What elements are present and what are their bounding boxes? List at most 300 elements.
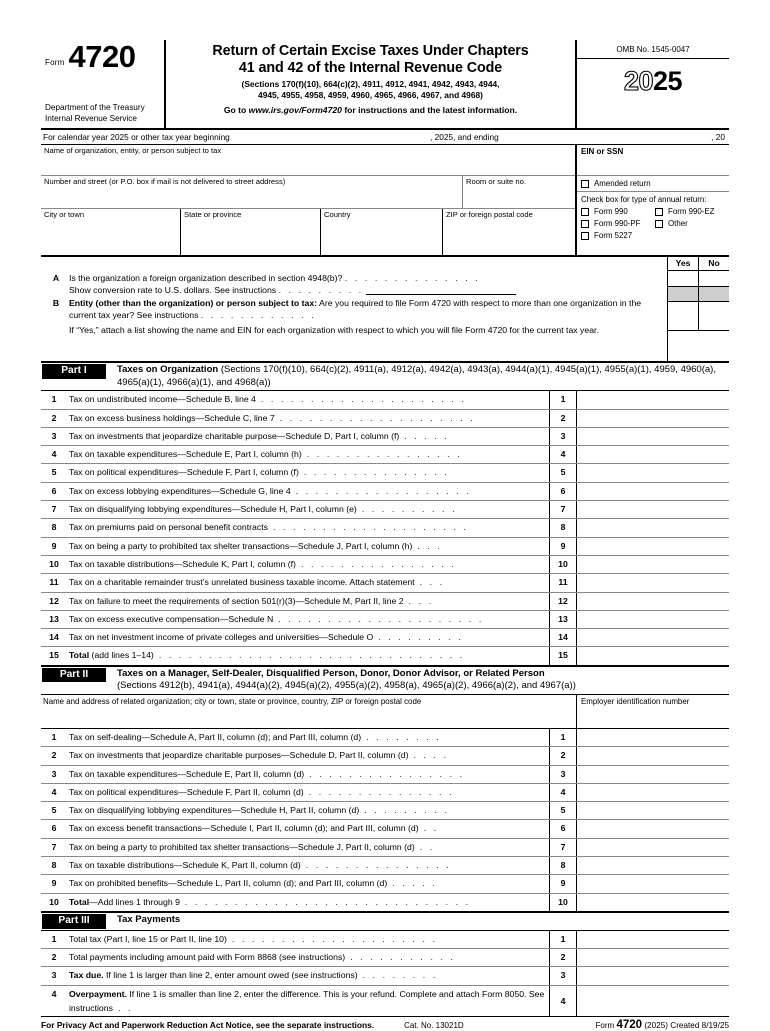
catalog-number: Cat. No. 13021D (404, 1020, 464, 1030)
leader-dots: . . . (403, 595, 434, 606)
leader-dots: . . . . . . . . . . . . . . . . . . . . . (226, 933, 438, 944)
line-number-box: 8 (549, 519, 577, 536)
room-suite-field[interactable] (463, 176, 575, 208)
omb-number: OMB No. 1545-0047 (577, 40, 729, 59)
line-item-row (41, 729, 729, 747)
state-field[interactable] (181, 209, 321, 255)
line-description: Total tax (Part I, line 15 or Part II, line 10) . . . . . . . . . . . . . . . . . . . . . (69, 933, 438, 944)
checkbox-label-form-990-pf: Form 990-PF (594, 219, 641, 228)
line-number: 12 (49, 595, 59, 606)
yes-no-header (667, 257, 729, 270)
part-1-title-bold: Taxes on Organization (117, 364, 219, 375)
form-word-label: Form (45, 58, 65, 68)
line-number-box: 13 (549, 611, 577, 628)
omb-year-block (577, 40, 729, 128)
checkbox-form-990-pf[interactable] (581, 219, 655, 228)
annual-return-type-label: Check box for type of annual return: (581, 195, 707, 204)
amount-input[interactable] (577, 446, 729, 463)
leader-dots: . . . . . . . . . (359, 805, 450, 816)
line-description: Tax on being a party to prohibited tax shelter transactions—Schedule J, Part I, column (h) . . . (69, 540, 443, 551)
line-number: 4 (51, 988, 57, 999)
line-item-row (41, 556, 729, 574)
line-description: Tax on excess benefit transactions—Schedule I, Part II, column (d); and Part III, column (d) . . (69, 823, 439, 834)
leader-dots-b: . . . . . . . . . . . . (200, 310, 317, 321)
checkbox-label-other: Other (668, 219, 688, 228)
amount-input[interactable] (577, 611, 729, 628)
question-a-sub-text (69, 284, 729, 296)
line-description: Tax on excess lobbying expenditures—Schedule G, line 4 . . . . . . . . . . . . . . . . . . (69, 485, 472, 496)
footer-created-date: Created 8/19/25 (668, 1020, 729, 1030)
footer-form-id (596, 1019, 730, 1031)
goto-url[interactable]: www.irs.gov/Form4720 (248, 104, 342, 115)
calendar-year-row (41, 128, 729, 144)
conversion-rate-input[interactable] (366, 294, 516, 295)
line-item-row (41, 747, 729, 765)
line-number-box: 1 (549, 391, 577, 408)
amount-input[interactable] (577, 839, 729, 856)
line-number-box: 4 (549, 784, 577, 801)
leader-dots: . . . . . . . . . . (356, 504, 458, 515)
question-a-sub-row (41, 284, 729, 296)
amount-input[interactable] (577, 766, 729, 783)
question-a-row (41, 270, 729, 284)
form-title-block (166, 40, 577, 128)
line-number: 1 (51, 394, 57, 405)
line-item-row (41, 820, 729, 838)
line-number-box: 1 (549, 931, 577, 948)
leader-dots: . . . . . . . . (361, 731, 442, 742)
checkbox-icon-form-990[interactable] (581, 208, 589, 216)
line-description-bold: Tax due. (69, 970, 104, 981)
checkbox-form-990[interactable] (581, 207, 655, 216)
part-1-tag: Part I (42, 364, 106, 379)
line-number-box: 2 (549, 747, 577, 764)
footer-form-word: Form (595, 1020, 615, 1030)
amount-input[interactable] (577, 501, 729, 518)
line-number-box: 12 (549, 593, 577, 610)
line-item-row (41, 894, 729, 911)
leader-dots: . . (414, 841, 435, 852)
line-description-bold: Total (69, 896, 90, 907)
line-number: 11 (49, 577, 59, 588)
leader-dots: . . . . . . . . . . . . . . . (300, 860, 452, 871)
amount-input[interactable] (577, 820, 729, 837)
line-item-row (41, 802, 729, 820)
checkbox-icon-form-990-ez[interactable] (655, 208, 663, 216)
checkbox-form-990-ez[interactable] (655, 207, 729, 216)
line-description-bold: Total (69, 650, 90, 661)
part-3-title (106, 913, 180, 927)
answer-row-shaded (668, 286, 729, 302)
checkbox-icon-form-990-pf[interactable] (581, 220, 589, 228)
leader-dots: . . . (414, 577, 445, 588)
amended-return-row[interactable] (577, 175, 729, 191)
amount-input[interactable] (577, 391, 729, 408)
amount-input[interactable] (577, 538, 729, 555)
line-number: 7 (51, 504, 57, 515)
answer-b-yes[interactable] (668, 302, 699, 330)
street-address-field[interactable] (41, 176, 463, 208)
calendar-year-end-label: , 2025, and ending (430, 132, 499, 142)
amount-input[interactable] (577, 802, 729, 819)
line-number: 14 (49, 632, 59, 643)
amount-input[interactable] (577, 729, 729, 746)
line-description: Tax on excess business holdings—Schedule C, line 7 . . . . . . . . . . . . . . . . . . . . (69, 412, 476, 423)
department-line-1: Department of the Treasury (45, 103, 145, 113)
calendar-year-begin-label: For calendar year 2025 or other tax year beginning (43, 132, 230, 142)
line-number-box: 3 (549, 428, 577, 445)
line-number: 6 (51, 485, 57, 496)
tax-year-prefix: 20 (623, 66, 653, 96)
leader-dots: . . . . . . . . . . . . . . . (303, 786, 455, 797)
line-item-row (41, 574, 729, 592)
line-number-box: 9 (549, 538, 577, 555)
line-number: 9 (51, 878, 57, 889)
line-number: 15 (49, 650, 59, 661)
line-item-row (41, 483, 729, 501)
state-label: State or province (184, 209, 242, 219)
line-item-row (41, 647, 729, 664)
amount-input[interactable] (577, 747, 729, 764)
part-3-tag: Part III (42, 914, 106, 929)
leader-dots: . . . . . . . . . (373, 632, 464, 643)
checkbox-form-5227[interactable] (581, 231, 655, 240)
form-number-group (45, 39, 164, 74)
checkbox-label-form-990: Form 990 (594, 207, 628, 216)
line-number-box: 7 (549, 839, 577, 856)
line-number: 4 (51, 786, 57, 797)
line-number: 8 (51, 522, 57, 533)
line-number: 2 (51, 951, 57, 962)
checkbox-icon-amended-return[interactable] (581, 180, 589, 188)
line-number: 7 (51, 841, 57, 852)
country-field[interactable] (321, 209, 443, 255)
part-3-title-bold: Tax Payments (117, 913, 181, 925)
part-2-title-bold: Taxes on a Manager, Self-Dealer, Disqualified Person, Donor, Donor Advisor, or Related Person (117, 667, 545, 679)
line-description: Overpayment. If line 1 is smaller than line 2, enter the difference. This is your refund. Complete and attach Form 8050. See instructions . . (69, 988, 545, 1014)
line-number-box: 3 (549, 967, 577, 984)
line-description: Tax on self-dealing—Schedule A, Part II, column (d); and Part III, column (d) . . . . . . . . (69, 731, 442, 742)
part-2-related-org-strip (41, 695, 729, 729)
question-a-label: Is the organization a foreign organization described in section 4948(b)? (69, 273, 343, 283)
related-org-ein-label: Employer identification number (581, 696, 690, 706)
checkbox-icon-other[interactable] (655, 220, 663, 228)
related-org-name-field[interactable] (41, 695, 577, 728)
leader-dots: . . . . . . . . . . . (345, 951, 456, 962)
line-description: Tax on investments that jeopardize charitable purposes—Schedule D, Part II, column (d) . . . . (69, 750, 449, 761)
line-item-row (41, 986, 729, 1016)
answer-a-no[interactable] (699, 271, 729, 286)
line-item-row (41, 875, 729, 893)
line-item-row (41, 446, 729, 464)
line-description: Total payments including amount paid with Form 8868 (see instructions) . . . . . . . . . . . (69, 951, 456, 962)
line-number: 10 (49, 558, 59, 569)
answer-row-b (668, 302, 729, 331)
calendar-year-end-year: , 20 (711, 132, 725, 142)
question-b-bold: Entity (other than the organization) or person subject to tax: (69, 297, 318, 308)
amount-input[interactable] (577, 986, 729, 1016)
line-item-row (41, 766, 729, 784)
ein-ssn-field[interactable] (577, 145, 729, 175)
amount-input[interactable] (577, 647, 729, 664)
leader-dots: . . . . . (399, 430, 450, 441)
part-2-title (106, 667, 576, 693)
line-description: Tax on premiums paid on personal benefit contracts . . . . . . . . . . . . . . . . . . . . (69, 522, 469, 533)
related-org-name-label: Name and address of related organization; city or town, state or province, country, ZIP or foreign postal code (43, 696, 422, 706)
leader-dots: . . . . . . . . (357, 970, 438, 981)
part-1-header (41, 361, 729, 391)
checkbox-icon-form-5227[interactable] (581, 232, 589, 240)
question-b-note: If “Yes,” attach a list showing the name and EIN for each organization with respect to which you will file Form 4720 for the current tax year. (69, 325, 599, 336)
privacy-notice: For Privacy Act and Paperwork Reduction Act Notice, see the separate instructions. (41, 1019, 375, 1030)
ein-ssn-label: EIN or SSN (581, 146, 624, 156)
line-number: 5 (51, 805, 57, 816)
entity-address-column (41, 145, 577, 255)
annual-return-type-group (577, 191, 729, 245)
line-description: Tax on excess executive compensation—Schedule N . . . . . . . . . . . . . . . . . . . . . (69, 613, 484, 624)
leader-dots: . . . . (408, 750, 449, 761)
tax-year-suffix: 25 (653, 66, 683, 96)
line-item-row (41, 593, 729, 611)
entity-block (41, 144, 729, 255)
leader-dots: . . . . . . . . . . . . . . . . . . (290, 485, 472, 496)
zip-label: ZIP or foreign postal code (446, 209, 533, 219)
question-b-text (69, 297, 729, 322)
leader-dots: . . . . . . . . . . . . . . . . . . . . . . . . . . . . . . . (153, 650, 465, 661)
line-item-row (41, 501, 729, 519)
line-item-row (41, 611, 729, 629)
city-field[interactable] (41, 209, 181, 255)
line-number: 2 (51, 750, 57, 761)
line-number: 3 (51, 430, 57, 441)
amount-input[interactable] (577, 574, 729, 591)
question-b-letter: B (52, 297, 60, 308)
line-item-row (41, 428, 729, 446)
line-number-box: 4 (549, 446, 577, 463)
part-3-lines (41, 931, 729, 1016)
line-number-box: 4 (549, 986, 577, 1016)
checkbox-label-form-5227: Form 5227 (594, 231, 633, 240)
line-number: 9 (51, 540, 57, 551)
tax-year (577, 59, 729, 97)
yes-column-header: Yes (668, 257, 699, 270)
line-number-box: 10 (549, 894, 577, 911)
questions-section (41, 255, 729, 361)
line-number-box: 5 (549, 802, 577, 819)
leader-dots: . . . . . . . . . . . . . . . . (295, 558, 457, 569)
form-sections-line-2: 4945, 4955, 4958, 4959, 4960, 4965, 4966, 4967, and 4968) (258, 89, 483, 100)
line-description: Tax on net investment income of private colleges and universities—Schedule O . . . . . . . . . (69, 632, 464, 643)
form-number: 4720 (68, 39, 136, 74)
line-description: Tax on taxable distributions—Schedule K, Part I, column (f) . . . . . . . . . . . . . . . . (69, 558, 457, 569)
line-description: Tax on taxable distributions—Schedule K, Part II, column (d) . . . . . . . . . . . . . . . (69, 860, 452, 871)
amount-input[interactable] (577, 556, 729, 573)
part-1-title-rest: (Sections 170(f)(10), 664(c)(2), 4911(a), 4912(a), 4942(a), 4943(a), 4944(a)(1), 4945(a)(1), 4955(a)(1), 4959, 4960(a), 4965(a)(1), 4966(a)(1), and 4968(a)) (117, 364, 716, 388)
question-a-text (69, 272, 729, 284)
line-description: Tax on taxable expenditures—Schedule E, Part II, column (d) . . . . . . . . . . . . . . . . (69, 768, 465, 779)
line-number: 13 (49, 613, 59, 624)
amount-input[interactable] (577, 931, 729, 948)
annual-return-type-grid (581, 207, 729, 243)
line-description: Tax on being a party to prohibited tax shelter transactions—Schedule J, Part II, column (d) . . (69, 841, 435, 852)
city-row (41, 208, 575, 255)
form-header (41, 40, 729, 128)
leader-dots: . . (112, 1003, 134, 1014)
checkbox-label-form-990-ez: Form 990-EZ (668, 207, 715, 216)
leader-dots: . . . . . . . . . . . . . . . (298, 467, 450, 478)
line-number-box: 6 (549, 483, 577, 500)
amount-input[interactable] (577, 483, 729, 500)
zip-field[interactable] (443, 209, 575, 255)
answer-b-no[interactable] (699, 302, 729, 330)
leader-dots: . . . . . . . . . . . . . . . . (304, 768, 465, 779)
line-number-box: 9 (549, 875, 577, 892)
department-block (45, 103, 164, 127)
organization-name-label: Name of organization, entity, or person subject to tax (44, 145, 222, 155)
organization-name-field[interactable] (41, 145, 575, 175)
entity-ein-column (577, 145, 729, 255)
line-number-box: 7 (549, 501, 577, 518)
line-item-row (41, 410, 729, 428)
line-item-row (41, 464, 729, 482)
no-column-header: No (708, 258, 720, 268)
line-item-row (41, 857, 729, 875)
line-number: 3 (51, 970, 57, 981)
form-sections-line-1: (Sections 170(f)(10), 664(c)(2), 4911, 4912, 4941, 4942, 4943, 4944, (241, 79, 500, 90)
question-b-rest: Are you required to file Form 4720 with respect to more than one organization in the current tax year? See instructions (69, 297, 642, 321)
shaded-cell-no (699, 287, 729, 301)
line-number-box: 3 (549, 766, 577, 783)
question-b-note-spacer (43, 324, 69, 336)
question-a-letter: A (52, 273, 60, 283)
amount-input[interactable] (577, 519, 729, 536)
line-number: 1 (51, 731, 57, 742)
line-description: Tax on a charitable remainder trust’s unrelated business taxable income. Attach statement . . . (69, 577, 445, 588)
line-description: Total (add lines 1–14) . . . . . . . . . . . . . . . . . . . . . . . . . . . . . . . (69, 650, 465, 661)
line-item-row (41, 839, 729, 857)
amount-input[interactable] (577, 629, 729, 646)
form-footer (41, 1016, 729, 1031)
line-item-row (41, 538, 729, 556)
goto-suffix: for instructions and the latest information. (341, 104, 518, 115)
leader-dots: . . . (412, 540, 443, 551)
answer-row-a (668, 271, 729, 286)
line-description: Tax on disqualifying lobbying expenditures—Schedule H, Part II, column (d) . . . . . . . . . (69, 805, 450, 816)
amount-input[interactable] (577, 894, 729, 911)
line-description: Total—Add lines 1 through 9 . . . . . . . . . . . . . . . . . . . . . . . . . . . . . (69, 896, 471, 907)
line-number-box: 2 (549, 410, 577, 427)
leader-dots: . . . . . . . . . . . . . . . . . . . . . . . . . . . . . (179, 896, 471, 907)
room-suite-label: Room or suite no. (466, 176, 526, 186)
line-item-row (41, 629, 729, 647)
amount-input[interactable] (577, 410, 729, 427)
leader-dots-a: . . . . . . . . . . . . . . (344, 273, 481, 283)
line-number-box: 11 (549, 574, 577, 591)
line-description: Tax on investments that jeopardize charitable purpose—Schedule D, Part I, column (f) . . . . . (69, 430, 450, 441)
answer-a-yes[interactable] (668, 271, 699, 286)
question-a-sub-label: Show conversion rate to U.S. dollars. See instructions (69, 285, 277, 296)
part-2-header (41, 665, 729, 695)
footer-form-year: (2025) (644, 1020, 668, 1030)
line-description: Tax on undistributed income—Schedule B, line 4 . . . . . . . . . . . . . . . . . . . . . (69, 394, 467, 405)
leader-dots: . . . . . . . . . . . . . . . . . . . . (267, 522, 469, 533)
goto-line (170, 105, 571, 115)
amount-input[interactable] (577, 784, 729, 801)
leader-dots: . . . . . . . . . . . . . . . . . . . . (274, 412, 476, 423)
question-b-note-row (41, 321, 729, 336)
line-number-box: 15 (549, 647, 577, 664)
line-description: Tax on taxable expenditures—Schedule E, Part I, column (h) . . . . . . . . . . . . . . . . (69, 449, 463, 460)
footer-form-number: 4720 (616, 1018, 643, 1031)
leader-dots: . . . . . . . . . . . . . . . . . . . . . (255, 394, 467, 405)
part-3-header (41, 911, 729, 931)
line-item-row (41, 391, 729, 409)
amount-input[interactable] (577, 593, 729, 610)
goto-prefix: Go to (223, 104, 249, 115)
line-item-row (41, 784, 729, 802)
line-description: Tax on political expenditures—Schedule F, Part II, column (d) . . . . . . . . . . . . . . . (69, 786, 455, 797)
leader-dots: . . . . . (387, 878, 438, 889)
line-number: 8 (51, 860, 57, 871)
form-body (41, 40, 729, 1031)
line-number-box: 14 (549, 629, 577, 646)
amount-input[interactable] (577, 464, 729, 481)
amount-input[interactable] (577, 949, 729, 966)
part-1-title (106, 363, 729, 389)
line-item-row (41, 967, 729, 985)
line-number: 4 (51, 449, 57, 460)
annual-return-col-left (581, 207, 655, 243)
amount-input[interactable] (577, 428, 729, 445)
amended-return-label: Amended return (594, 179, 651, 188)
amount-input[interactable] (577, 875, 729, 892)
city-label: City or town (44, 209, 85, 219)
form-identity-block (41, 40, 166, 128)
line-description: Tax on failure to meet the requirements of section 501(r)(3)—Schedule M, Part II, line 2 . . . (69, 595, 434, 606)
amount-input[interactable] (577, 967, 729, 984)
part-1-lines (41, 391, 729, 664)
line-description: Tax on political expenditures—Schedule F, Part I, column (f) . . . . . . . . . . . . . . . (69, 467, 450, 478)
line-item-row (41, 931, 729, 949)
shaded-cell-yes (668, 287, 699, 301)
line-number-box: 2 (549, 949, 577, 966)
line-number: 2 (51, 412, 57, 423)
line-number-box: 10 (549, 556, 577, 573)
part-2-title-rest: (Sections 4912(b), 4941(a), 4944(a)(2), 4945(a)(2), 4955(a)(2), 4958(a), 4965(a)(2), 4966(a)(2), and 4967(a)) (117, 680, 576, 692)
question-b-row (41, 297, 729, 322)
line-number: 6 (51, 823, 57, 834)
street-address-label: Number and street (or P.O. box if mail is not delivered to street address) (44, 176, 286, 186)
line-description: Tax on prohibited benefits—Schedule L, Part II, column (d); and Part III, column (d) . . . . . (69, 878, 438, 889)
line-number: 5 (51, 467, 57, 478)
leader-dots: . . . . . . . . . . . . . . . . (301, 449, 463, 460)
form-title-line-1: Return of Certain Excise Taxes Under Chapters (212, 43, 529, 59)
form-title-line-2: 41 and 42 of the Internal Revenue Code (238, 59, 503, 76)
line-number-box: 8 (549, 857, 577, 874)
line-number-box: 5 (549, 464, 577, 481)
related-org-ein-field[interactable] (577, 695, 729, 728)
question-a-sub-spacer (43, 284, 69, 296)
annual-return-col-right (655, 207, 729, 243)
line-description-bold: Overpayment. (69, 988, 127, 999)
line-description: Tax due. If line 1 is larger than line 2, enter amount owed (see instructions) . . . . . . . . (69, 970, 438, 981)
checkbox-other[interactable] (655, 219, 729, 228)
line-number: 10 (49, 896, 59, 907)
amount-input[interactable] (577, 857, 729, 874)
leader-dots: . . . . . . . . . . . . . . . . . . . . . (273, 613, 484, 624)
line-number-box: 1 (549, 729, 577, 746)
leader-dots: . . (418, 823, 439, 834)
